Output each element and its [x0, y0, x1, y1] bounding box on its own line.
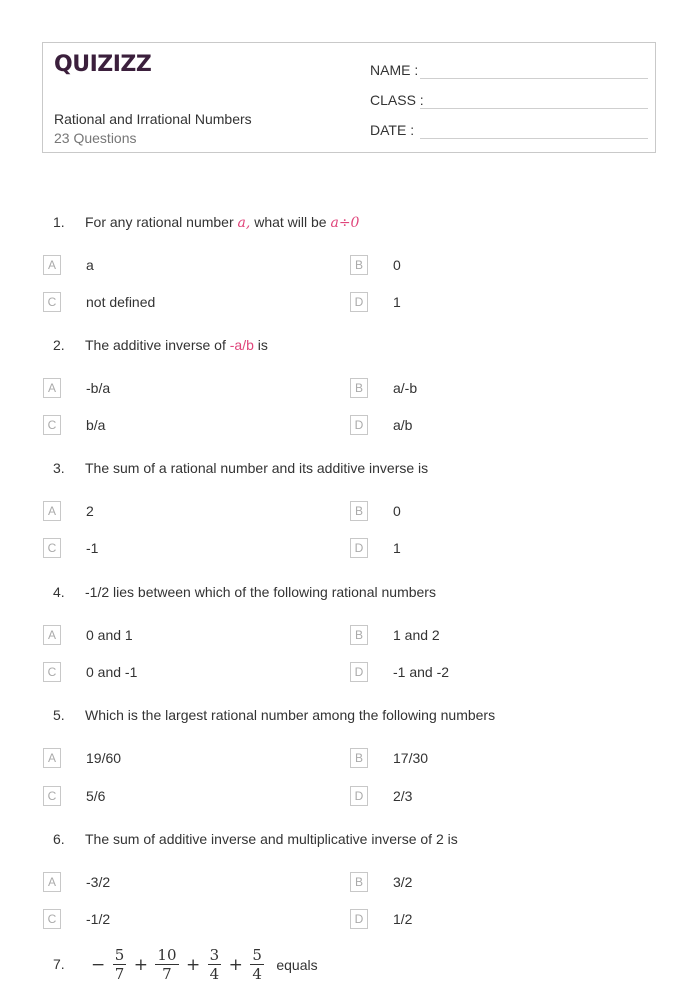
option-text: not defined — [86, 294, 156, 310]
option-text: 17/30 — [393, 750, 429, 766]
option-letter-box: C — [43, 662, 61, 682]
option-text: 0 and 1 — [86, 627, 133, 643]
question-number: 6. — [53, 831, 65, 847]
option-letter-box: B — [350, 255, 368, 275]
option-text: a/b — [393, 417, 413, 433]
option-letter-box: C — [43, 292, 61, 312]
option-text: -3/2 — [86, 874, 111, 890]
class-label: CLASS : — [370, 92, 424, 108]
plus-sign: + — [185, 954, 201, 975]
fraction: $\frac{10}{7}$ — [157, 946, 177, 983]
option-letter-box: A — [43, 501, 61, 521]
name-field[interactable] — [370, 60, 648, 80]
worksheet-title: Rational and Irrational Numbers — [54, 111, 252, 127]
name-line — [420, 78, 648, 79]
option-letter-box: A — [43, 625, 61, 645]
date-field[interactable] — [370, 120, 648, 140]
option-text: 0 — [393, 503, 401, 519]
option-letter-box: D — [350, 786, 368, 806]
option-text: 1 — [393, 540, 401, 556]
question-number: 5. — [53, 707, 65, 723]
question-text: Which is the largest rational number among the following numbers — [85, 707, 496, 723]
option-text: 1/2 — [393, 911, 413, 927]
option-text: -1 — [86, 540, 99, 556]
option-text: a — [86, 257, 94, 273]
option-letter-box: B — [350, 748, 368, 768]
question-3 — [0, 458, 700, 480]
question-text: For any rational number a, what will be a÷0 — [85, 214, 360, 231]
option-text: -1 and -2 — [393, 664, 450, 680]
date-line — [420, 138, 648, 139]
question-number: 7. — [53, 956, 65, 972]
class-line — [420, 108, 648, 109]
minus-sign: − — [91, 954, 106, 975]
plus-sign: + — [133, 954, 148, 975]
option-text: a/-b — [393, 380, 418, 396]
option-letter-box: A — [43, 255, 61, 275]
question-text: The sum of additive inverse and multiplicative inverse of 2 is — [85, 831, 458, 847]
fraction: $\frac{3}{4}$ — [209, 946, 220, 983]
option-text: 0 — [393, 257, 401, 273]
question-count: 23 Questions — [54, 130, 137, 146]
plus-sign: + — [228, 954, 243, 975]
option-letter-box: B — [350, 501, 368, 521]
question-5 — [0, 705, 700, 727]
worksheet-header — [42, 42, 656, 153]
equals-word: equals — [276, 956, 318, 973]
option-letter-box: C — [43, 786, 61, 806]
option-text: 2 — [86, 503, 94, 519]
option-text: 0 and -1 — [86, 664, 138, 680]
option-text: 5/6 — [86, 788, 106, 804]
option-text: b/a — [86, 417, 106, 433]
option-text: 1 and 2 — [393, 627, 440, 643]
option-letter-box: B — [350, 872, 368, 892]
fraction: $\frac{5}{4}$ — [252, 946, 262, 983]
option-letter-box: D — [350, 538, 368, 558]
option-text: -b/a — [86, 380, 111, 396]
option-letter-box: A — [43, 748, 61, 768]
class-field[interactable] — [370, 90, 648, 110]
math-expression — [88, 946, 318, 990]
option-letter-box: B — [350, 378, 368, 398]
question-number: 2. — [53, 337, 65, 353]
question-number: 1. — [53, 214, 65, 230]
date-label: DATE : — [370, 122, 415, 138]
quizizz-logo: QUIZIZZ — [54, 52, 152, 77]
option-letter-box: A — [43, 872, 61, 892]
name-label: NAME : — [370, 62, 419, 78]
option-text: 19/60 — [86, 750, 122, 766]
question-text: The additive inverse of -a/b is — [85, 337, 268, 353]
fraction: $\frac{5}{7}$ — [114, 946, 125, 983]
question-number: 3. — [53, 460, 65, 476]
option-letter-box: C — [43, 415, 61, 435]
question-text: -1/2 lies between which of the following rational numbers — [85, 584, 436, 600]
option-letter-box: C — [43, 538, 61, 558]
option-letter-box: D — [350, 909, 368, 929]
option-letter-box: D — [350, 292, 368, 312]
question-4 — [0, 582, 700, 604]
option-letter-box: C — [43, 909, 61, 929]
question-number: 4. — [53, 584, 65, 600]
option-letter-box: A — [43, 378, 61, 398]
option-text: 1 — [393, 294, 401, 310]
question-1 — [0, 212, 700, 234]
question-2 — [0, 335, 700, 357]
option-text: 3/2 — [393, 874, 413, 890]
option-text: 2/3 — [393, 788, 413, 804]
question-text: The sum of a rational number and its additive inverse is — [85, 460, 429, 476]
option-letter-box: D — [350, 415, 368, 435]
option-letter-box: D — [350, 662, 368, 682]
question-6 — [0, 829, 700, 851]
option-letter-box: B — [350, 625, 368, 645]
option-text: -1/2 — [86, 911, 111, 927]
